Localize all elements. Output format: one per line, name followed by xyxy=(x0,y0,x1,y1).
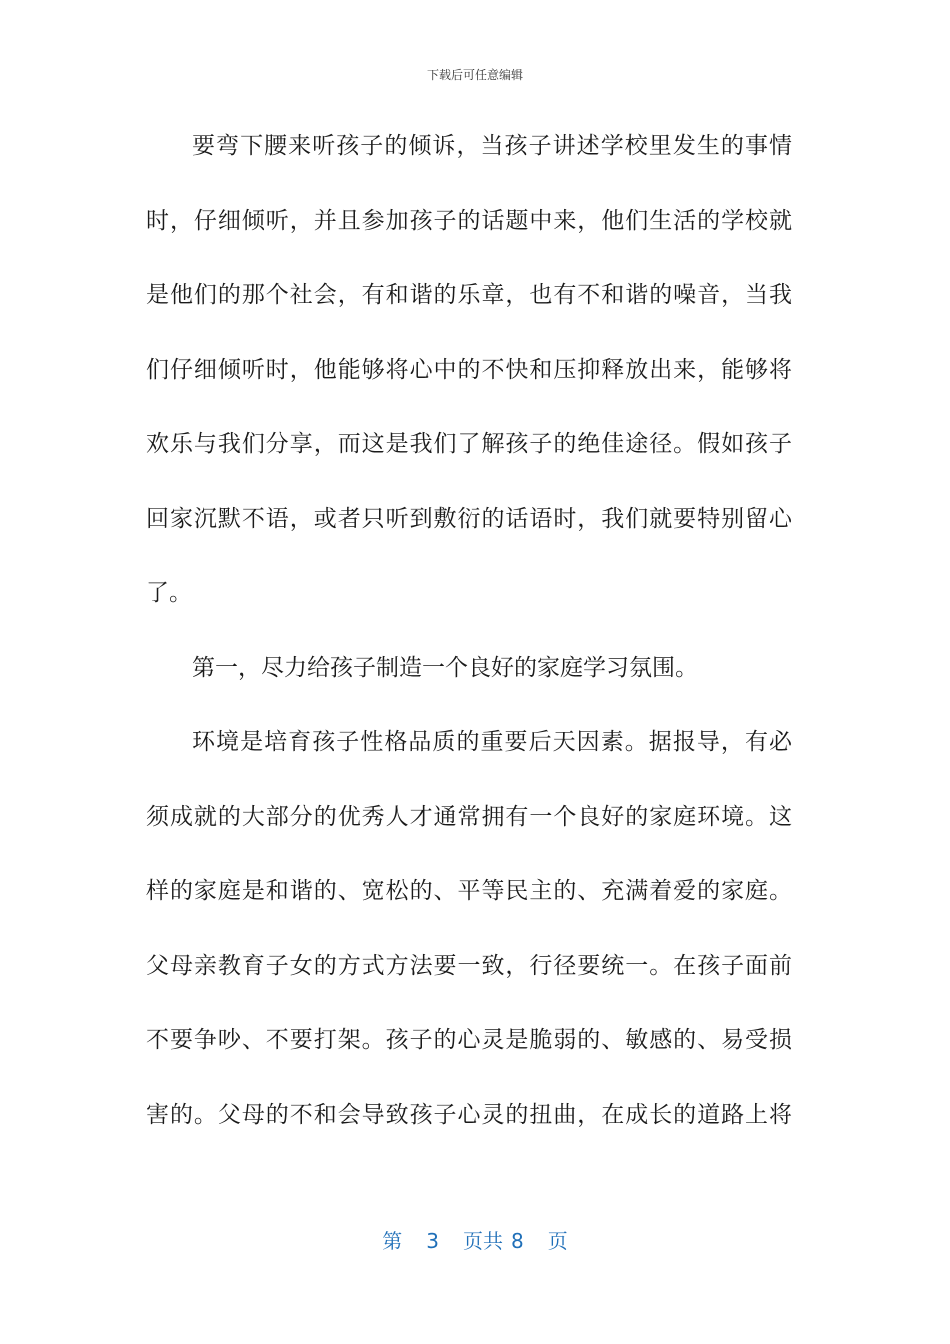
footer-prefix: 第 xyxy=(382,1229,403,1253)
paragraph-line: 样的家庭是和谐的、宽松的、平等民主的、充满着爱的家庭。 xyxy=(146,878,792,904)
paragraph-line: 们仔细倾听时，他能够将心中的不快和压抑释放出来，能够将 xyxy=(146,356,792,383)
document-body xyxy=(146,126,792,1169)
paragraph-line: 欢乐与我们分享，而这是我们了解孩子的绝佳途径。假如孩子 xyxy=(146,431,792,457)
footer-suffix: 页 xyxy=(547,1229,568,1253)
paragraph-line: 时，仔细倾听，并且参加孩子的话题中来，他们生活的学校就 xyxy=(146,207,792,234)
paragraph-line: 环境是培育孩子性格品质的重要后天因素。据报导，有必 xyxy=(192,729,792,755)
paragraph-line: 回家沉默不语，或者只听到敷衍的话语时，我们就要特别留心 xyxy=(146,505,792,532)
paragraph-line: 是他们的那个社会，有和谐的乐章，也有不和谐的噪音，当我 xyxy=(146,282,792,308)
current-page-number: 3 xyxy=(426,1229,439,1253)
paragraph-line: 父母亲教育子女的方式方法要一致，行径要统一。在孩子面前 xyxy=(146,952,792,979)
paragraph-line: 了。 xyxy=(146,580,192,606)
paragraph-line: 要弯下腰来听孩子的倾诉，当孩子讲述学校里发生的事情 xyxy=(192,133,792,159)
footer-middle: 页共 xyxy=(463,1229,503,1253)
paragraph-line: 害的。父母的不和会导致孩子心灵的扭曲，在成长的道路上将 xyxy=(146,1101,792,1128)
page-header: 下载后可任意编辑 xyxy=(426,68,523,82)
paragraph-line: 须成就的大部分的优秀人才通常拥有一个良好的家庭环境。这 xyxy=(146,803,792,830)
page-footer xyxy=(0,1225,950,1254)
total-pages-number: 8 xyxy=(511,1229,524,1253)
paragraph-line: 不要争吵、不要打架。孩子的心灵是脆弱的、敏感的、易受损 xyxy=(146,1027,792,1053)
section-heading: 第一，尽力给孩子制造一个良好的家庭学习氛围。 xyxy=(192,654,698,681)
